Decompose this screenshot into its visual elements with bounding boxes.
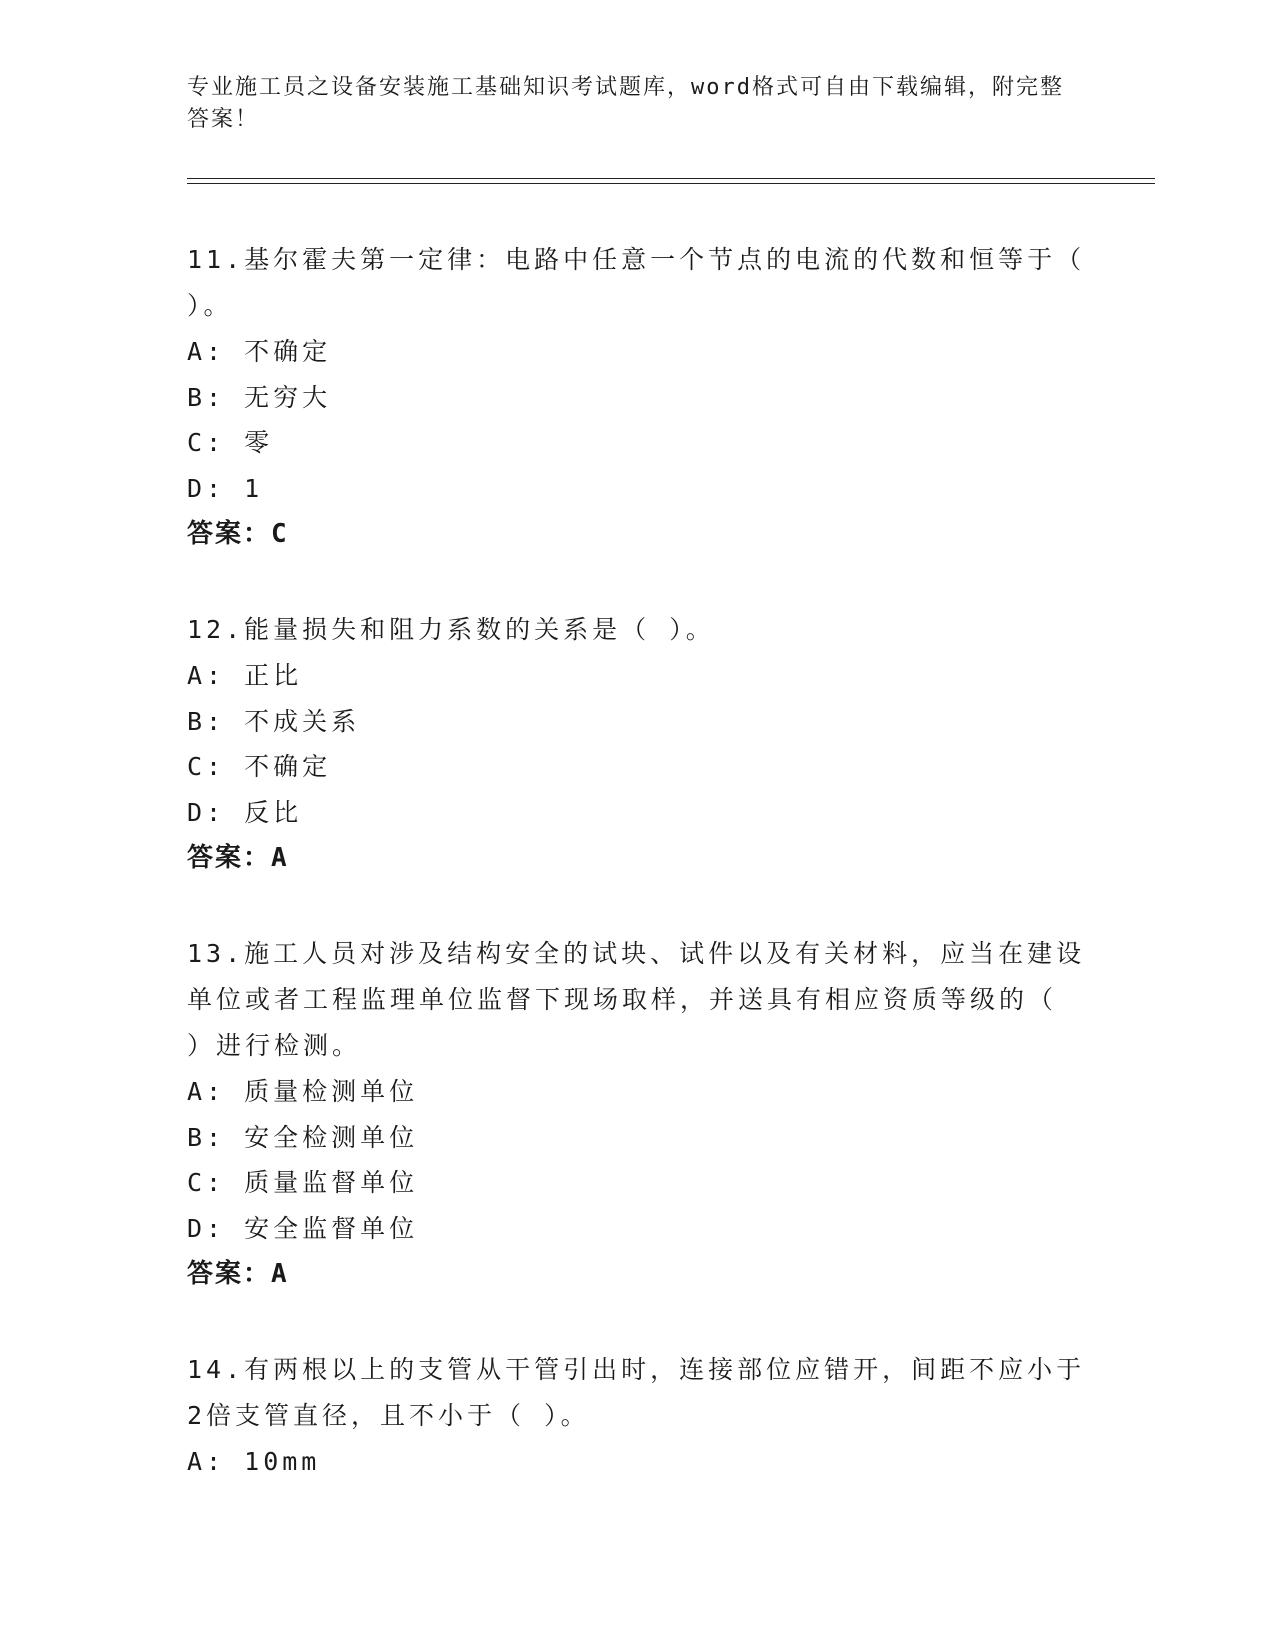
question-option: C: 质量监督单位 [187, 1168, 419, 1197]
question-option: B: 无穷大 [187, 382, 332, 412]
question-option: A: 不确定 [187, 337, 332, 366]
question-answer: 答案：A [187, 1259, 289, 1289]
question-option: D: 安全监督单位 [187, 1213, 419, 1243]
question-option: B: 安全检测单位 [187, 1122, 419, 1152]
question-stem: 12.能量损失和阻力系数的关系是（ ）。 [187, 615, 715, 644]
question-item [187, 929, 1087, 1297]
question-option: C: 不确定 [187, 752, 332, 781]
question-item [187, 1345, 1087, 1485]
question-option: D: 反比 [187, 797, 303, 827]
question-stem: 14.有两根以上的支管从干管引出时，连接部位应错开，间距不应小于2倍支管直径，且不小于（ ）。 [187, 1355, 1086, 1430]
question-item [187, 605, 1087, 881]
question-answer: 答案：A [187, 843, 289, 873]
question-option: B: 不成关系 [187, 706, 361, 736]
question-list [187, 235, 1087, 1533]
document-header: 专业施工员之设备安装施工基础知识考试题库，word格式可自由下载编辑，附完整答案！ [187, 75, 1064, 132]
question-stem: 11.基尔霍夫第一定律：电路中任意一个节点的电流的代数和恒等于（ ）。 [187, 245, 1086, 320]
question-option: A: 质量检测单位 [187, 1077, 419, 1106]
question-option: C: 零 [187, 428, 274, 457]
question-stem: 13.施工人员对涉及结构安全的试块、试件以及有关材料，应当在建设单位或者工程监理单位监督下现场取样，并送具有相应资质等级的（ ）进行检测。 [187, 939, 1086, 1060]
question-item [187, 235, 1087, 557]
question-answer: 答案：C [187, 519, 289, 549]
question-option: A: 10mm [187, 1447, 321, 1476]
question-option: A: 正比 [187, 661, 303, 690]
header-divider-bottom [187, 183, 1155, 184]
header-divider-top [187, 178, 1155, 179]
question-option: D: 1 [187, 473, 264, 503]
